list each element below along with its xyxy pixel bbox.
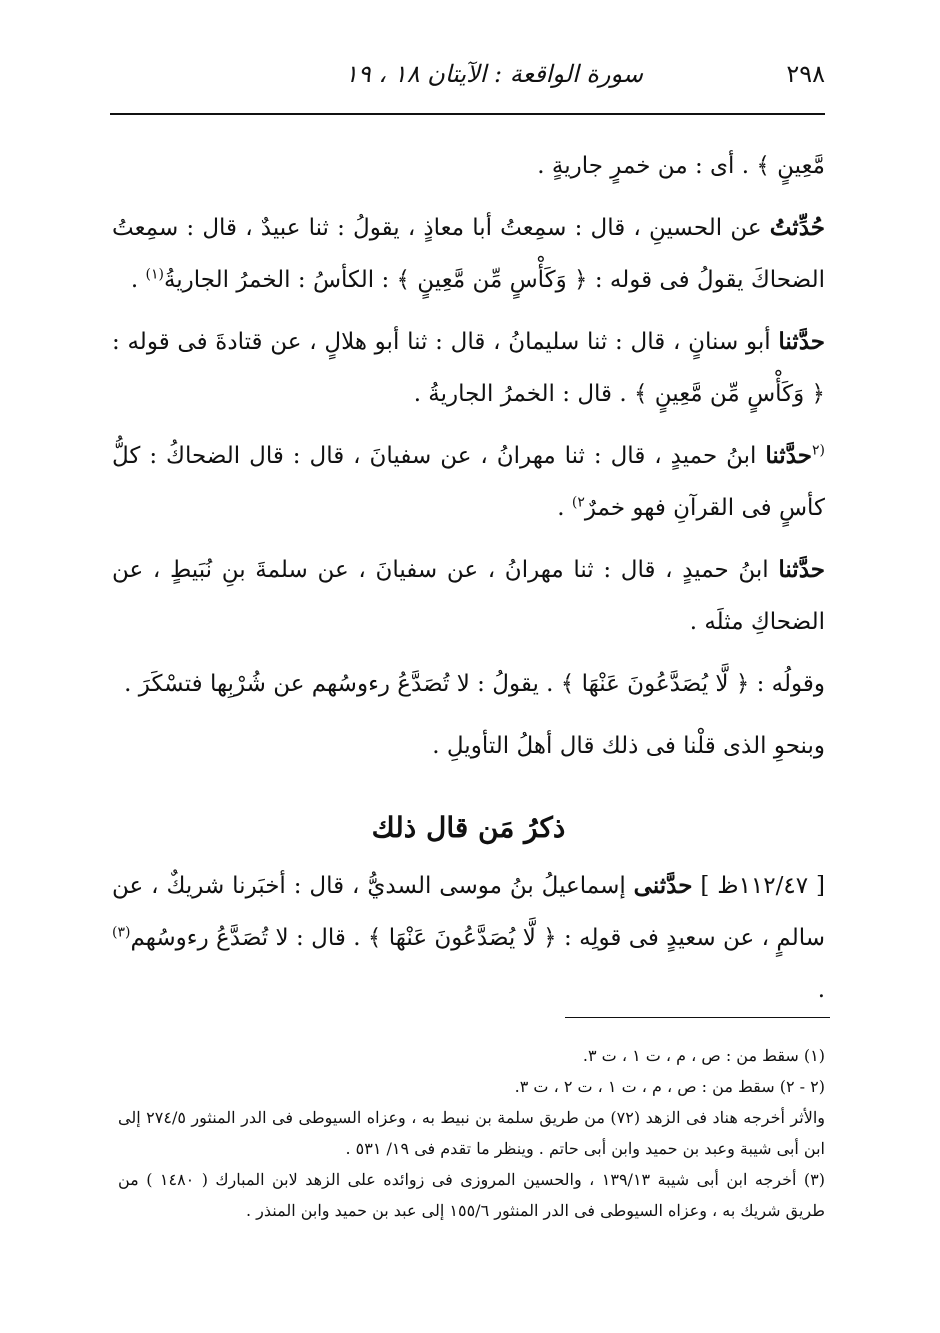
paragraph [112, 316, 825, 420]
transmission-keyword: حدَّثنا [778, 556, 825, 583]
footnotes [118, 1040, 825, 1226]
page-number: ٢٩٨ [786, 60, 825, 88]
text-segment: عن الحسينِ ، قال : سمِعتُ أبا معاذٍ ، يقولُ : ثنا عبيدٌ ، قال : سمِعتُ الضحاكَ يقولُ فى قوله : ﴿ وَكَأْسٍ مِّن مَّعِينٍ ﴾ : الكأسُ : الخمرُ الجاريةُ [112, 215, 825, 293]
footnote-reference: (٢ [812, 442, 825, 459]
text-segment: . [130, 267, 146, 293]
paragraph [112, 430, 825, 534]
paragraph [112, 860, 825, 1016]
footnote: (٢ - ٢) سقط من : ص ، م ، ت ١ ، ت ٢ ، ت ٣. [514, 1077, 825, 1096]
section-title: ذكرُ مَن قال ذلك [371, 811, 566, 844]
footnote: (٣) أخرجه ابن أبى شيبة ١٣٩/١٣ ، والحسين المروزى فى زوائده على الزهد لابن المبارك ( ١٤٨٠ ) من طريق شريك به ، وعزاه السيوطى فى الدر المنثور ١٥٥/٦ إلى عبد بن حميد وابن المنذر . [118, 1170, 825, 1220]
footnote-rule [565, 1017, 830, 1018]
paragraph-list [112, 140, 825, 772]
text-segment: وقولُه : ﴿ لَّا يُصَدَّعُونَ عَنْهَا ﴾ . يقولُ : لا تُصَدَّعُ رءوسُهم عن شُرْبِها فتسْكَرَ . [124, 671, 825, 697]
paragraph [112, 140, 825, 192]
text-segment: مَّعِينٍ ﴾ . أى : من خمرٍ جاريةٍ . [537, 153, 825, 179]
text-segment: ابنُ حميدٍ ، قال : ثنا مهرانُ ، عن سفيانَ ، قال : قال الضحاكُ : كلُّ كأسٍ فى القرآنِ فهو خمرٌ [112, 443, 825, 521]
paragraph [112, 202, 825, 306]
text-segment: أبو سنانٍ ، قال : ثنا سليمانُ ، قال : ثنا أبو هلالٍ ، عن قتادةَ فى قوله : ﴿ وَكَأْسٍ مِّن مَّعِينٍ ﴾ . قال : الخمرُ الجاريةُ . [112, 329, 825, 407]
paragraph [112, 720, 825, 772]
transmission-keyword: حُدِّثتُ [769, 214, 825, 241]
main-text [112, 140, 825, 1026]
paragraph-list-after-section [112, 860, 825, 1016]
transmission-keyword: حدَّثنا [778, 328, 825, 355]
transmission-keyword: حدَّثنا [765, 442, 812, 469]
text-segment: [ ١١٢/٤٧ظ ] [692, 873, 825, 899]
page-header [110, 58, 825, 98]
footnote-reference: (٣) [112, 924, 131, 941]
text-segment: . [817, 977, 825, 1003]
text-segment: . [557, 495, 572, 521]
transmission-keyword: حدَّثنى [633, 872, 693, 899]
footnote-reference: ٢) [571, 494, 585, 511]
text-segment: وبنحوِ الذى قلْنا فى ذلك قال أهلُ التأويلِ . [432, 733, 825, 759]
paragraph [112, 658, 825, 710]
paragraph [112, 544, 825, 648]
footnote: (١) سقط من : ص ، م ، ت ١ ، ت ٣. [582, 1046, 825, 1065]
text-segment: ابنُ حميدٍ ، قال : ثنا مهرانُ ، عن سفيانَ ، عن سلمةَ بنِ نُبَيطٍ ، عن الضحاكِ مثلَه . [112, 557, 825, 635]
footnote: والأثر أخرجه هناد فى الزهد (٧٢) من طريق سلمة بن نبيط به ، وعزاه السيوطى فى الدر المنثور ٢٧٤/٥ إلى ابن أبى شيبة وعبد بن حميد وابن أبى حاتم . وينظر ما تقدم فى ١٩/ ٥٣١ . [118, 1108, 825, 1158]
text-segment: إسماعيلُ بنُ موسى السديُّ ، قال : أخبَرنا شريكٌ ، عن سالمٍ ، عن سعيدٍ فى قولِه : ﴿ لَّا يُصَدَّعُونَ عَنْهَا ﴾ . قال : لا تُصَدَّعُ رءوسُهم [112, 873, 825, 951]
running-title: سورة الواقعة : الآيتان ١٨ ، ١٩ [345, 60, 644, 88]
footnote-reference: (١) [145, 266, 164, 283]
header-rule [110, 113, 825, 115]
